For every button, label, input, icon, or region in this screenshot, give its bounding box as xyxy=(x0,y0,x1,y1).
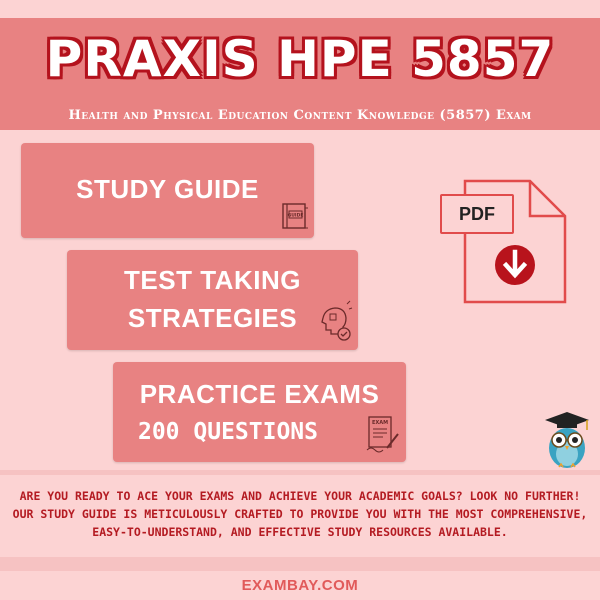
site-link[interactable]: EXAMBAY.COM xyxy=(241,577,359,594)
pdf-label: PDF xyxy=(440,194,514,234)
practice-exams-card[interactable] xyxy=(113,362,406,462)
header-banner xyxy=(0,18,600,130)
guide-icon-text: GUIDE xyxy=(287,213,304,219)
exam-icon-text: EXAM xyxy=(371,420,389,426)
guide-book-icon xyxy=(279,200,311,232)
test-strategies-line2: STRATEGIES xyxy=(127,303,298,333)
footer-divider-bottom xyxy=(0,557,600,571)
owl-graduate-icon xyxy=(543,410,591,470)
practice-exams-label: PRACTICE EXAMS xyxy=(139,379,380,409)
footer-tagline: ARE YOU READY TO ACE YOUR EXAMS AND ACHIEVE YOUR ACADEMIC GOALS? LOOK NO FURTHER! OUR STUDY GUIDE IS METICULOUSLY CRAFTED TO PROVIDE YOU WITH THE MOST COMPREHENSIVE, EASY-TO-UNDERSTAND, AND EFFECTIVE STUDY RESOURCES AVAILABLE. xyxy=(12,489,588,539)
pdf-download-button[interactable] xyxy=(440,178,570,308)
footer-panel xyxy=(0,475,600,557)
exam-paper-icon xyxy=(365,414,401,454)
page-title: PRAXIS HPE 5857 xyxy=(45,30,555,88)
test-strategies-card[interactable] xyxy=(67,250,358,350)
study-guide-label: STUDY GUIDE xyxy=(76,174,259,204)
practice-questions-label: 200 QUESTIONS xyxy=(137,419,318,445)
study-guide-card[interactable] xyxy=(21,143,314,238)
page-subtitle: Health and Physical Education Content Knowledge (5857) Exam xyxy=(68,108,532,123)
test-strategies-line1: TEST TAKING xyxy=(124,265,301,295)
puzzle-head-icon xyxy=(317,300,353,342)
